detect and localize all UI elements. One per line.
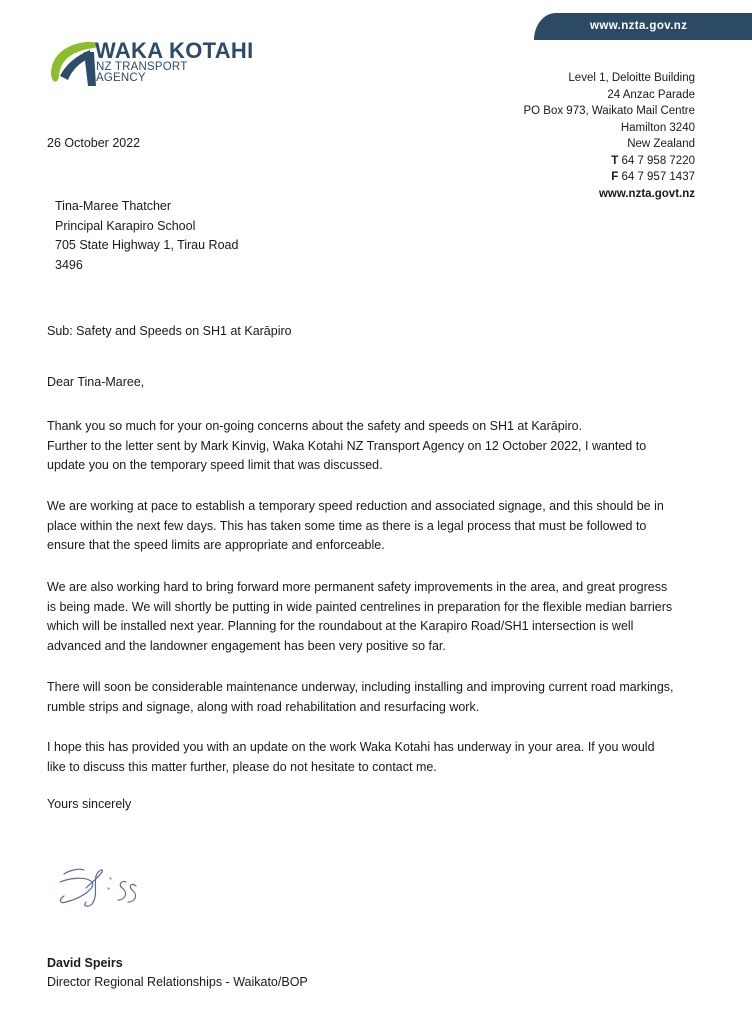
recipient-name: Tina-Maree Thatcher	[55, 199, 172, 213]
address-line: New Zealand	[627, 138, 695, 150]
body-paragraph	[47, 738, 707, 777]
paragraph-line: Further to the letter sent by Mark Kinvig, Waka Kotahi NZ Transport Agency on 12 October 2022, I wanted to	[47, 438, 647, 453]
handwritten-signature	[52, 852, 162, 912]
website-banner: www.nzta.gov.nz	[534, 13, 752, 40]
recipient-street: 705 State Highway 1, Tirau Road	[55, 238, 239, 252]
sender-address	[523, 70, 695, 202]
logo-subtitle	[96, 62, 187, 83]
body-paragraph	[47, 678, 707, 717]
address-line: PO Box 973, Waikato Mail Centre	[523, 105, 695, 117]
signer-name: David Speirs	[47, 956, 123, 970]
body-paragraph	[47, 578, 707, 656]
closing: Yours sincerely	[47, 797, 132, 811]
paragraph-line: ensure that the speed limits are appropriate and enforceable.	[47, 538, 385, 552]
letter-subject: Sub: Safety and Speeds on SH1 at Karāpiro	[47, 324, 292, 338]
paragraph-line: Thank you so much for your on-going concerns about the safety and speeds on SH1 at Karāpiro.	[47, 419, 583, 433]
address-line: Level 1, Deloitte Building	[568, 72, 695, 84]
address-line: 24 Anzac Parade	[607, 88, 695, 101]
address-line: Hamilton 3240	[620, 121, 695, 134]
waka-kotahi-logo	[46, 36, 286, 92]
phone-number: 64 7 958 7220	[621, 154, 695, 167]
waka-kotahi-logo-icon	[46, 36, 102, 90]
body-paragraph	[47, 417, 707, 476]
recipient-postcode: 3496	[55, 257, 83, 272]
logo-title: WAKA KOTAHI	[95, 38, 254, 63]
website-text: www.nzta.govt.nz	[598, 187, 695, 200]
paragraph-line: update you on the temporary speed limit that was discussed.	[47, 458, 383, 472]
fax-line	[523, 169, 695, 186]
phone-label: T	[611, 154, 619, 167]
logo-subtitle-line1: NZ TRANSPORT	[96, 61, 188, 73]
fax-label: F	[611, 171, 619, 183]
paragraph-line: rumble strips and signage, along with road rehabilitation and resurfacing work.	[47, 699, 480, 714]
logo-subtitle-line2: AGENCY	[96, 71, 146, 84]
paragraph-line: We are working at pace to establish a temporary speed reduction and associated signage, and this should be in	[47, 499, 664, 513]
recipient-organization: Principal Karapiro School	[55, 218, 196, 233]
letter-date: 26 October 2022	[47, 136, 141, 150]
body-paragraph	[47, 497, 707, 556]
paragraph-line: place within the next few days. This has taken some time as there is a legal process that must be followed to	[47, 518, 647, 533]
recipient-block	[55, 197, 238, 275]
phone-line	[523, 153, 695, 170]
paragraph-line: We are also working hard to bring forward more permanent safety improvements in the area, and great progress	[47, 580, 668, 594]
paragraph-line: I hope this has provided you with an update on the work Waka Kotahi has underway in your area. If you would	[47, 740, 655, 754]
signer-title: Director Regional Relationships - Waikato/BOP	[47, 975, 308, 989]
paragraph-line: is being made. We will shortly be putting in wide painted centrelines in preparation for the flexible median barriers	[47, 599, 673, 614]
salutation: Dear Tina-Maree,	[47, 375, 145, 389]
website-line	[523, 186, 695, 203]
paragraph-line: like to discuss this matter further, please do not hesitate to contact me.	[47, 759, 437, 774]
fax-number: 64 7 957 1437	[621, 171, 695, 183]
paragraph-line: There will soon be considerable maintenance underway, including installing and improving current road markings,	[47, 680, 674, 694]
paragraph-line: which will be installed next year. Planning for the roundabout at the Karapiro Road/SH1 intersection is well	[47, 619, 634, 633]
paragraph-line: advanced and the landowner engagement has been very positive so far.	[47, 638, 446, 653]
